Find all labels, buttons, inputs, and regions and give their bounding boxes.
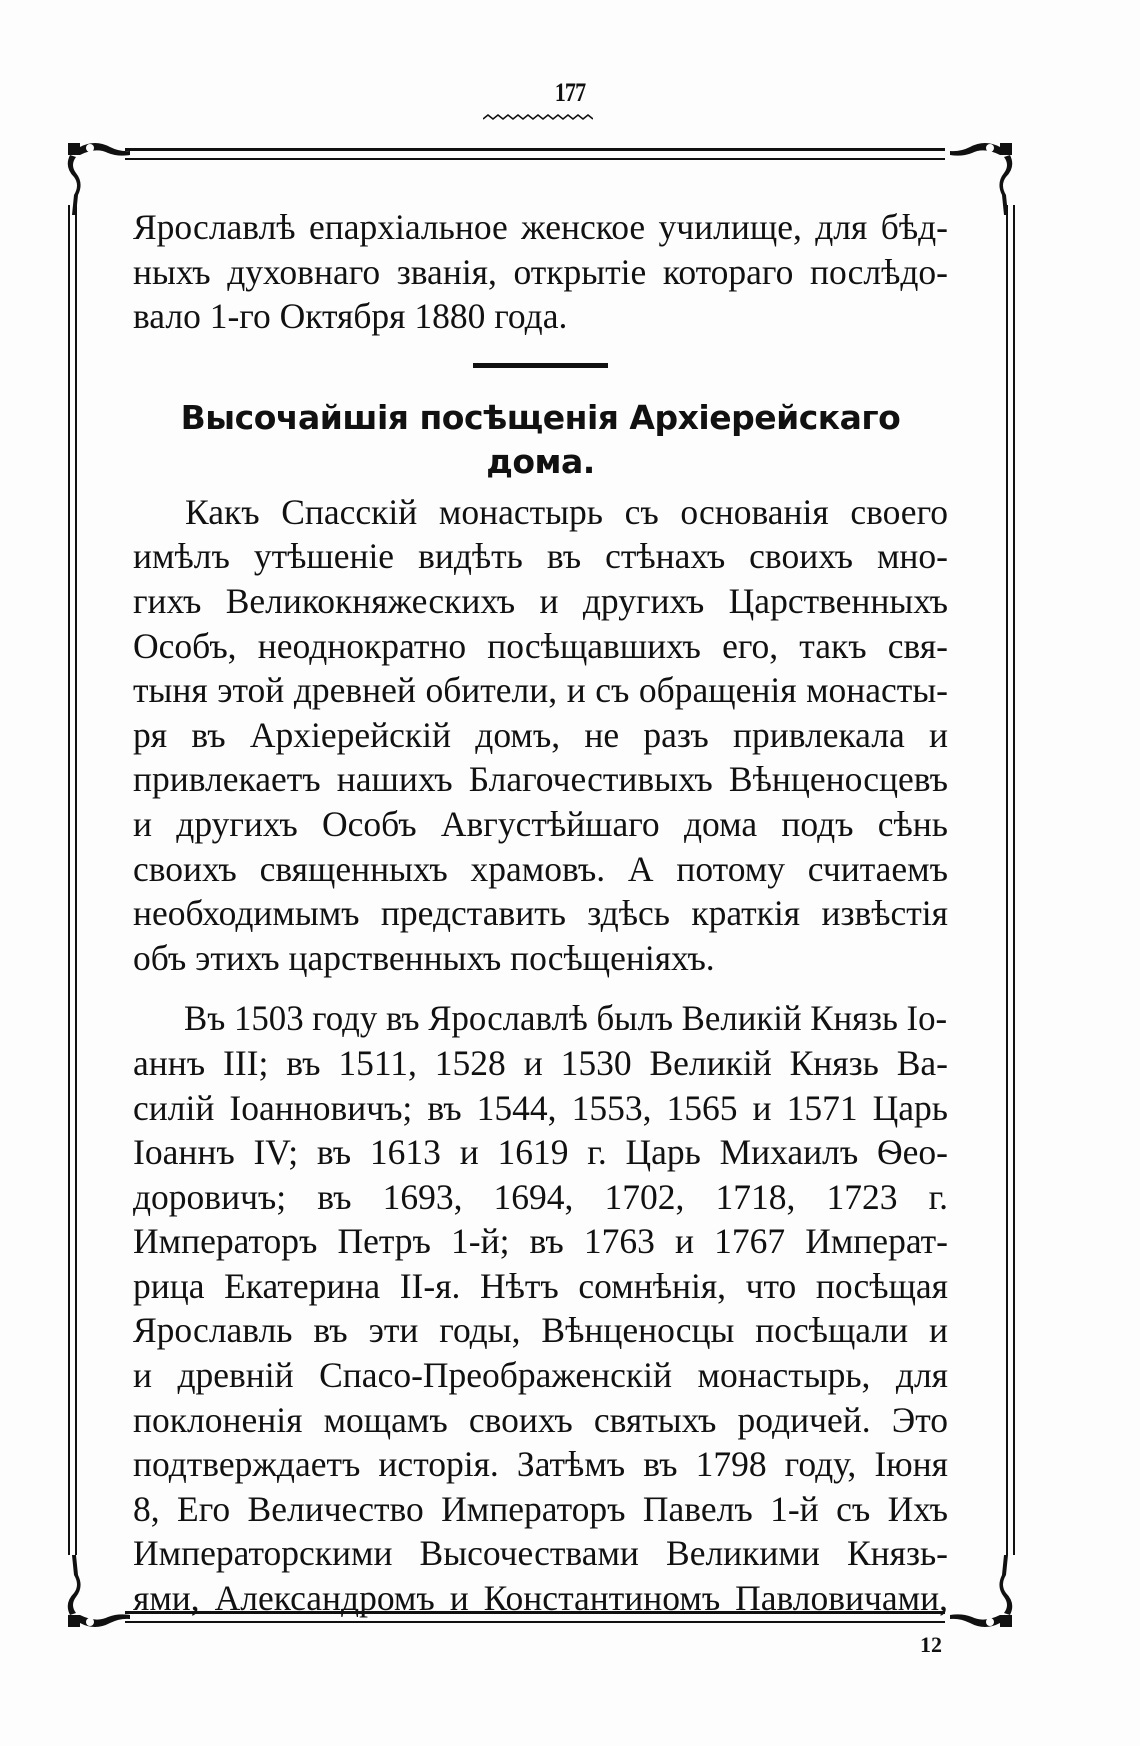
text-line: Ярославль въ эти годы, Вѣнценосцы посѣщали и <box>133 1310 948 1351</box>
heading-line: дома. <box>486 441 595 481</box>
section-heading <box>133 396 948 484</box>
text-line: поклоненія мощамъ своихъ святыхъ родичей. Это <box>133 1399 948 1440</box>
text-line: вало 1-го Октября 1880 года. <box>133 296 568 337</box>
text-line: привлекаетъ нашихъ Благочестивыхъ Вѣнценосцевъ <box>133 759 948 800</box>
section-divider <box>473 363 608 368</box>
text-line: 8, Его Величество Императоръ Павелъ 1-й съ Ихъ <box>133 1488 948 1529</box>
corner-ornament-icon <box>60 135 130 215</box>
text-line: подтверждаетъ исторія. Затѣмъ въ 1798 году, Іюня <box>133 1444 948 1485</box>
paragraph-1 <box>133 490 948 981</box>
paragraph-2 <box>133 996 948 1620</box>
text-line: Особъ, неоднократно посѣщавшихъ его, такъ свя- <box>133 625 948 666</box>
frame-left-border <box>68 205 77 1555</box>
text-line: Іоаннъ IV; въ 1613 и 1619 г. Царь Михаилъ Ѳео- <box>133 1132 948 1173</box>
corner-ornament-icon <box>950 135 1020 215</box>
text-line: доровичъ; въ 1693, 1694, 1702, 1718, 1723 г. <box>133 1176 948 1217</box>
text-line: своихъ священныхъ храмовъ. А потому считаемъ <box>133 848 948 889</box>
text-line: Въ 1503 году въ Ярославлѣ былъ Великій Князь Іо- <box>184 998 948 1039</box>
wavy-underline-ornament <box>483 113 593 123</box>
text-line: имѣлъ утѣшеніе видѣть въ стѣнахъ своихъ мно- <box>133 536 948 577</box>
text-line: необходимымъ представить здѣсь краткія извѣстія <box>133 893 948 934</box>
frame-top-border <box>125 148 945 160</box>
text-line: тыня этой древней обители, и съ обращенія монасты- <box>133 670 948 711</box>
frame-right-border <box>1006 205 1015 1555</box>
text-line: аннъ III; въ 1511, 1528 и 1530 Великій Князь Ва- <box>133 1042 948 1083</box>
text-line: рица Екатерина II-я. Нѣтъ сомнѣнія, что посѣщая <box>133 1265 948 1306</box>
page-number: 177 <box>554 78 586 107</box>
text-line: и древній Спасо-Преображенскій монастырь, для <box>133 1355 948 1396</box>
text-line: Какъ Спасскій монастырь съ основанія своего <box>185 491 948 532</box>
text-line: Императорскими Высочествами Великими Князь- <box>133 1533 948 1574</box>
heading-line: Высочайшія посѣщенія Архіерейскаго <box>180 397 901 437</box>
page-body <box>133 205 948 1621</box>
text-line: силій Іоанновичъ; въ 1544, 1553, 1565 и 1571 Царь <box>133 1087 948 1128</box>
text-line: Ярославлѣ епархіальное женское училище, для бѣд- <box>133 207 948 247</box>
text-line: объ этихъ царственныхъ посѣщеніяхъ. <box>133 937 715 978</box>
corner-ornament-icon <box>950 1555 1020 1635</box>
text-line: ныхъ духовнаго званія, открытіе котораго послѣдо- <box>133 251 948 292</box>
text-line: Императоръ Петръ 1-й; въ 1763 и 1767 Императ- <box>133 1221 948 1262</box>
signature-mark: 12 <box>920 1632 942 1657</box>
corner-ornament-icon <box>60 1555 130 1635</box>
text-line: ями, Александромъ и Константиномъ Павловичами, <box>133 1578 948 1619</box>
text-line: ря въ Архіерейскій домъ, не разъ привлекала и <box>133 714 948 755</box>
text-line: и другихъ Особъ Августѣйшаго дома подъ сѣнь <box>133 803 948 844</box>
intro-paragraph <box>133 205 948 339</box>
text-line: гихъ Великокняжескихъ и другихъ Царственныхъ <box>133 580 948 621</box>
